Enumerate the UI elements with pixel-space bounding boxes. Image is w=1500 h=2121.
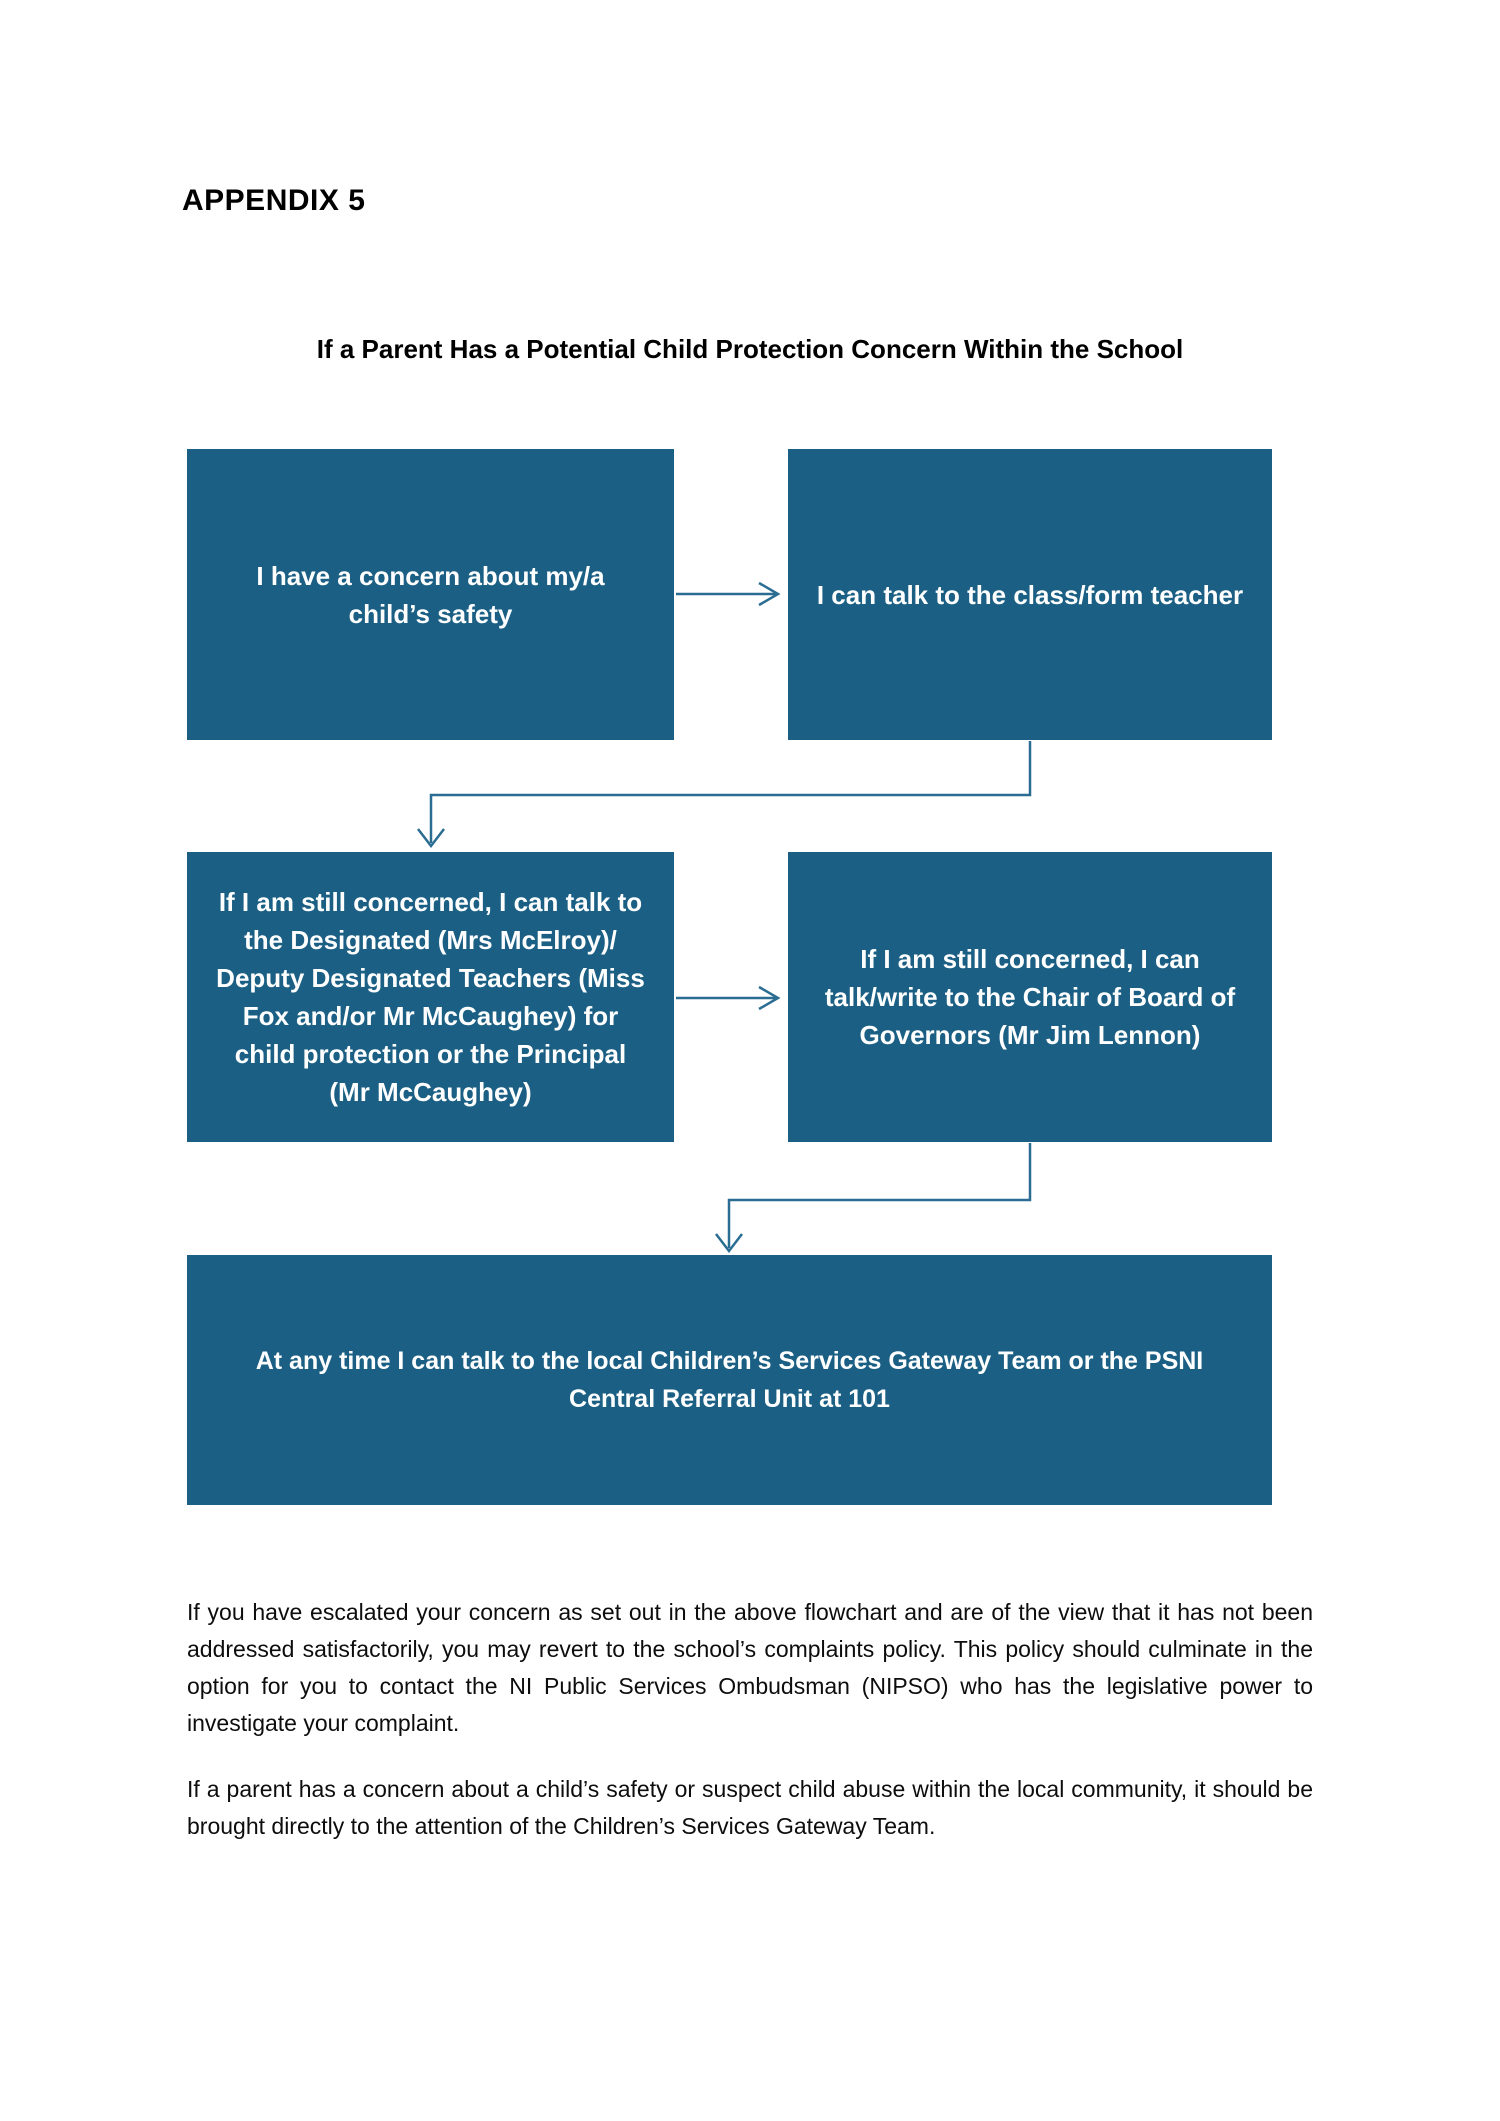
arrow-right-icon (676, 987, 778, 1009)
elbow-arrow-down-icon (716, 1143, 1030, 1251)
paragraph-community-concern: If a parent has a concern about a child’s safety or suspect child abuse within the local community, it should be brought directly to the attention of the Children’s Services Gateway Team. (187, 1776, 1313, 1839)
body-text (187, 1594, 1313, 1874)
arrow-right-icon (676, 583, 778, 605)
appendix-heading: APPENDIX 5 (182, 184, 366, 217)
flow-box-gateway-team-label: At any time I can talk to the local Children’s Services Gateway Team or the PSNI Central Referral Unit at 101 (255, 1347, 1204, 1413)
flow-box-class-teacher (788, 449, 1272, 740)
paragraph-escalation: If you have escalated your concern as set out in the above flowchart and are of the view that it has not been addressed satisfactorily, you may revert to the school’s complaints policy. This policy should culminate in the option for you to contact the NI Public Services Ombudsman (NIPSO) who has the legislative power to investigate your complaint. (187, 1599, 1313, 1736)
flow-box-class-teacher-label: I can talk to the class/form teacher (816, 579, 1244, 610)
elbow-arrow-down-icon (418, 741, 1030, 846)
flow-box-board-of-governors-label: If I am still concerned, I can talk/write to the Chair of Board of Governors (Mr Jim Lennon) (824, 944, 1236, 1050)
page-title: If a Parent Has a Potential Child Protection Concern Within the School (316, 334, 1184, 364)
flow-box-concern-label: I have a concern about my/a child’s safety (256, 560, 605, 629)
flow-box-designated-teachers (187, 852, 674, 1142)
flow-box-designated-teachers-label: If I am still concerned, I can talk to the Designated (Mrs McElroy)/ Deputy Designated Teachers (Miss Fox and/or Mr McCaughey) for child protection or the Principal (Mr McCaughey) (216, 887, 645, 1107)
flow-box-gateway-team (187, 1255, 1272, 1505)
flow-box-concern (187, 449, 674, 740)
flow-box-board-of-governors (788, 852, 1272, 1142)
